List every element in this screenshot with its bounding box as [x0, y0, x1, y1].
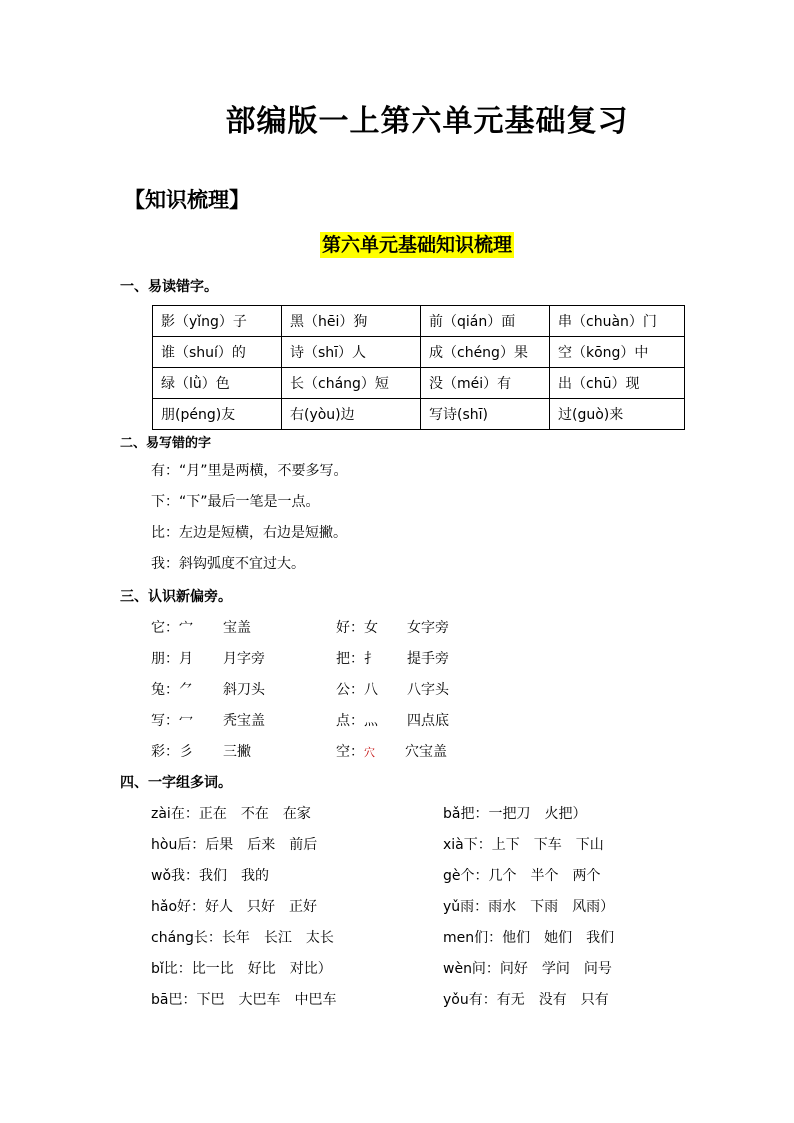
writing-note: 我：斜钩弧度不宜过大。: [151, 556, 305, 572]
radical-name: 女字旁: [407, 620, 449, 636]
table-cell: 过(guò)来: [550, 399, 685, 430]
table-cell: 朋(péng)友: [153, 399, 282, 430]
table-cell: 右(yòu)边: [282, 399, 421, 430]
table-cell: 没（méi）有: [421, 368, 550, 399]
table-cell: 成（chéng）果: [421, 337, 550, 368]
word-group: hǎo好：好人 只好 正好: [151, 899, 318, 915]
table-cell: 串（chuàn）门: [550, 306, 685, 337]
word-group: yǔ雨：雨水 下雨 风雨）: [443, 899, 615, 915]
radical-char: 点：灬: [336, 713, 378, 729]
radical-char: 好：女: [336, 620, 378, 636]
radical-name: 提手旁: [407, 651, 449, 667]
radical-name: 斜刀头: [223, 682, 265, 698]
word-group: bǎ把：一把刀 火把）: [443, 806, 587, 822]
table-cell: 谁（shuí）的: [153, 337, 282, 368]
word-group: yǒu有：有无 没有 只有: [443, 992, 609, 1008]
word-group: wǒ我：我们 我的: [151, 868, 270, 884]
table-cell: 出（chū）现: [550, 368, 685, 399]
word-group: bǐ比：比一比 好比 对比）: [151, 961, 332, 977]
radical-char: 兔：⺈: [151, 682, 193, 698]
radical-name: 三撇: [223, 744, 251, 760]
word-group: men们：他们 她们 我们: [443, 930, 615, 946]
highlighted-subtitle: [0, 230, 794, 257]
radical-name: 穴宝盖: [405, 744, 447, 760]
page-title: 部编版一上第六单元基础复习: [225, 104, 629, 139]
table-row: [153, 306, 685, 337]
reading-table: [152, 305, 685, 430]
section-4-heading: 四、一字组多词。: [120, 775, 232, 791]
radical-name: 宝盖: [223, 620, 251, 636]
table-row: [153, 399, 685, 430]
table-row: [153, 368, 685, 399]
radical-name: 八字头: [407, 682, 449, 698]
table-cell: 空（kōng）中: [550, 337, 685, 368]
word-group: zài在：正在 不在 在家: [151, 806, 311, 822]
radical-name: 四点底: [407, 713, 449, 729]
writing-note: 比：左边是短横，右边是短撇。: [151, 525, 347, 541]
radical-char-prefix: 空：: [336, 744, 364, 760]
table-cell: 写诗(shī): [421, 399, 550, 430]
table-cell: 绿（lǜ）色: [153, 368, 282, 399]
table-cell: 长（cháng）短: [282, 368, 421, 399]
table-cell: 影（yǐng）子: [153, 306, 282, 337]
section-3-heading: 三、认识新偏旁。: [120, 589, 232, 605]
radical-char: 把：扌: [336, 651, 378, 667]
word-group: cháng长：长年 长江 太长: [151, 930, 334, 946]
radical-char: [336, 741, 375, 761]
word-group: xià下：上下 下车 下山: [443, 837, 604, 853]
word-group: bā巴：下巴 大巴车 中巴车: [151, 992, 337, 1008]
radical-char: 彩：彡: [151, 744, 193, 760]
word-group: gè个：几个 半个 两个: [443, 868, 601, 884]
radical-char: 它：宀: [151, 620, 193, 636]
table-cell: 诗（shī）人: [282, 337, 421, 368]
table-row: [153, 337, 685, 368]
writing-note: 下：“下”最后一笔是一点。: [151, 494, 320, 510]
radical-name: 秃宝盖: [223, 713, 265, 729]
section-1-heading: 一、易读错字。: [120, 279, 218, 295]
radical-char: 朋：月: [151, 651, 193, 667]
radical-name: 月字旁: [223, 651, 265, 667]
table-cell: 黑（hēi）狗: [282, 306, 421, 337]
section-2-heading: 二、易写错的字: [120, 436, 212, 451]
radical-char: 写：冖: [151, 713, 193, 729]
radical-char-red: 穴: [364, 746, 375, 759]
subtitle-text: 第六单元基础知识梳理: [321, 234, 512, 256]
table-cell: 前（qián）面: [421, 306, 550, 337]
section-header: 【知识梳理】: [124, 187, 250, 212]
word-group: wèn问：问好 学问 问号: [443, 961, 612, 977]
writing-note: 有：“月”里是两横，不要多写。: [151, 463, 348, 479]
word-group: hòu后：后果 后来 前后: [151, 837, 318, 853]
radical-char: 公：八: [336, 682, 378, 698]
